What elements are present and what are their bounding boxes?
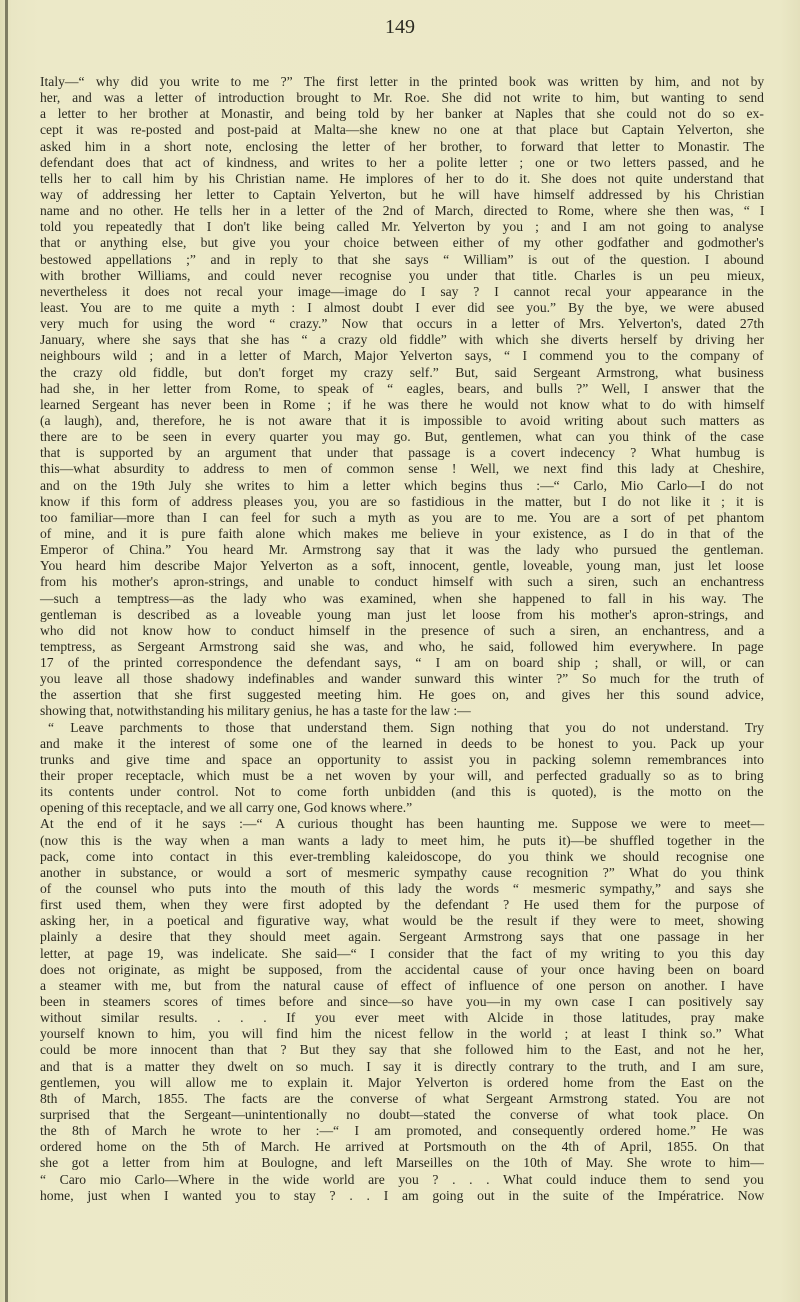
- text-line: too familiar—more than I can feel for such a myth as you are to me. You are a sort of pet phantom: [40, 509, 765, 525]
- text-line: plainly a desire that they should meet again. Sergeant Armstrong says that one passage in her: [40, 929, 764, 945]
- text-line: You heard him describe Major Yelverton as a soft, innocent, gentle, loveable, young man, just let loose: [40, 558, 764, 574]
- text-line: January, where she says that she has “ a crazy old fiddle” with which she diverts herself by driving her: [40, 332, 765, 348]
- text-line: the assertion that she first suggested meeting him. He goes on, and gives her this sound advice,: [40, 687, 765, 703]
- text-line: gentlemen, you will allow me to explain it. Major Yelverton is ordered home from the East on the: [40, 1074, 764, 1090]
- text-line: nevertheless it does not recal your image—image do I say ? I cannot recal your appearance in the: [40, 283, 764, 299]
- text-line: opening of this receptacle, and we all carry one, God knows where.”: [40, 800, 413, 816]
- text-line: a steamer with me, but from the natural cause of effect of influence of one person on another. I have: [40, 977, 764, 993]
- text-line: 17 of the printed correspondence the defendant says, “ I am on board ship ; shall, or will, or can: [40, 655, 765, 671]
- text-line: neighbours wild ; and in a letter of March, Major Yelverton says, “ I commend you to the company of: [40, 348, 764, 364]
- body-text: [40, 74, 764, 1204]
- text-line: letter, at page 19, was indelicate. She said—“ I consider that the fact of my writing to you this day: [40, 945, 765, 961]
- text-line: been in steamers scores of times before and since—so have you—in my own case I can positively say: [40, 994, 764, 1010]
- text-line: the 8th of March he wrote to her :—“ I am promoted, and consequently ordered home.” He was: [40, 1123, 764, 1139]
- text-line: (a laugh), and, therefore, he is not aware that it is impossible to avoid writing about such matters as: [40, 412, 765, 428]
- text-line: their proper receptacle, which must be a net woven by your will, and perfected gradually so as to bring: [40, 768, 764, 784]
- text-line: Emperor of China.” You heard Mr. Armstrong say that it was the lady who pursued the gentleman.: [40, 542, 764, 558]
- text-line: the crazy old fiddle, but don't forget my crazy self.” But, said Sergeant Armstrong, what business: [40, 364, 764, 380]
- text-line: cept it was re-posted and post-paid at Malta—she knew no one at that place but Captain Yelverton, she: [40, 122, 765, 138]
- text-line: asking her, in a poetical and figurative way, what would be the result if they were to meet, showing: [40, 913, 764, 929]
- text-line: “ Leave parchments to those that understand them. Sign nothing that you do not understand. Try: [48, 719, 764, 735]
- text-line: this—what absurdity to address to men of common sense ! Well, we next find this lady at Cheshire,: [40, 461, 765, 477]
- text-line: had she, in her letter from Rome, to speak of “ eagles, bears, and bulls ?” Well, I answer that the: [40, 380, 765, 396]
- text-line: learned Sergeant has never been in Rome ; if he was there he would not know what to do with himself: [40, 396, 765, 412]
- page-number: 149: [385, 16, 415, 38]
- text-line: of mine, and it is pure faith alone which makes me believe in your existence, as I do in that of the: [40, 525, 764, 541]
- text-line: pack, come into contact in this ever-trembling kaleidoscope, do you think we should recognise one: [40, 848, 765, 864]
- text-line: you leave all those shadowy indefinables and wander sunward this winter ?” So much for the truth of: [40, 671, 765, 687]
- text-line: tells her to call him by his Christian name. He implores of her to do it. She does not quite understand that: [40, 170, 764, 186]
- text-line: from his mother's apron-strings, and unable to conduct himself with such a siren, such an enchantress: [40, 574, 764, 590]
- text-line: and make it the interest of some one of the learned in deeds to be honest to you. Pack up your: [40, 735, 764, 751]
- text-line: name and no other. He tells her in a letter of the 2nd of March, directed to Rome, where she then was, “ I: [40, 203, 765, 219]
- text-line: told you repeatedly that I don't like being called Mr. Yelverton by you ; and I am not going to analyse: [40, 219, 764, 235]
- text-line: could be more innocent than that ? But they say that she followed him to the East, and not he her,: [40, 1042, 764, 1058]
- text-line: without similar results. . . . If you ever meet with Alcide in those latitudes, pray make: [40, 1010, 764, 1026]
- text-line: trunks and give time and space an opportunity to assist you in packing solemn remembrances into: [40, 751, 764, 767]
- text-line: her, and was a letter of introduction brought to Mr. Roe. She did not write to him, but wanting to send: [40, 90, 764, 106]
- text-line: very much for using the word “ crazy.” Now that occurs in a letter of Mrs. Yelverton's, dated 27th: [40, 316, 765, 332]
- text-line: first used them, when they were first adopted by the defendant ? He used them for the purpose of: [40, 897, 765, 913]
- text-line: surprised that the Sergeant—unintentionally no doubt—stated the converse of what took place. On: [40, 1107, 765, 1122]
- text-line: (now this is the way when a man wants a lady to meet him, he puts it)—be shuffled together in the: [40, 832, 765, 848]
- text-line: with brother Williams, and could never recognise you under that title. Charles is un peu mieux,: [40, 267, 765, 283]
- text-line: temptress, as Sergeant Armstrong said she was, and who, he said, followed him everywhere. In page: [40, 638, 764, 654]
- text-line: who did not know how to conduct himself in the presence of such a siren, an enchantress, and a: [40, 622, 765, 638]
- text-line: way of addressing her letter to Captain Yelverton, but he will have himself addressed by his Christian: [40, 186, 765, 202]
- text-line: gentleman is described as a loveable young man just let loose from his mother's apron-strings, and: [40, 606, 764, 622]
- text-line: ordered home on the 5th of March. He arrived at Portsmouth on the 4th of April, 1855. On that: [40, 1139, 765, 1155]
- text-line: —such a temptress—as the lady who was examined, when she happened to fall in his way. The: [40, 590, 764, 606]
- text-line: “ Caro mio Carlo—Where in the wide world are you ? . . . What could induce them to send you: [40, 1171, 764, 1187]
- text-line: know if this form of address pleases you, you are so fastidious in the matter, but I do not like it ; it is: [40, 493, 764, 509]
- text-line: she got a letter from him at Boulogne, and left Marseilles on the 10th of May. She wrote to him—: [40, 1155, 764, 1171]
- text-line: and that is a matter they dwelt on so much. I say it is directly contrary to the truth, and I am sure,: [40, 1058, 764, 1074]
- text-line: 8th of March, 1855. The facts are the converse of what Sergeant Armstrong stated. You are not: [40, 1090, 765, 1106]
- text-line: asked him in a short note, enclosing the letter of her brother, to forward that letter to Monastir. The: [40, 138, 765, 154]
- page-spine-edge: [5, 0, 8, 1302]
- text-line: another in substance, or would a sort of mesmeric sympathy cause recognition ?” What do you think: [40, 864, 764, 880]
- text-line: of the counsel who puts into the mouth of this lady the words “ mesmeric sympathy,” and says she: [40, 881, 764, 897]
- text-line: bestowed appellations ;” and in reply to that she says “ William” is out of the question. I abound: [40, 251, 764, 267]
- text-line: showing that, notwithstanding his military genius, he has a taste for the law :—: [40, 703, 471, 719]
- text-line: and on the 19th July she writes to him a letter which begins thus :—“ Carlo, Mio Carlo—I do not: [40, 477, 764, 493]
- text-line: defendant does that act of kindness, and writes to her a polite letter ; one or two letters passed, and he: [40, 154, 765, 170]
- text-line: there are to be seen in every quarter you may go. But, gentlemen, what can you think of the case: [40, 429, 764, 445]
- text-line: its contents under control. Not to come forth unbidden (and this is quoted), is the motto on the: [40, 784, 764, 800]
- text-line: At the end of it he says :—“ A curious thought has been haunting me. Suppose we were to meet—: [40, 816, 765, 832]
- text-line: yourself known to him, you will find him the nicest fellow in the world ; at least I think so.” What: [40, 1026, 764, 1042]
- text-line: that or anything else, but give you your choice between either of my other godfather and godmother's: [40, 235, 764, 251]
- text-line: least. You are to me quite a myth : I almost doubt I ever did see you.” By the bye, we were abused: [40, 299, 765, 315]
- text-line: that is supported by an argument that under that passage is a covert indecency ? What humbug is: [40, 445, 765, 461]
- text-line: Italy—“ why did you write to me ?” The first letter in the printed book was written by him, and not by: [40, 74, 765, 89]
- text-line: a letter to her brother at Monastir, and being told by her banker at Naples that she could not do so ex-: [40, 106, 764, 122]
- text-line: does not originate, as might be supposed, from the accidental cause of your once having been on board: [40, 961, 765, 977]
- text-line: home, just when I wanted you to stay ? . . I am going out in the suite of the Impératrice. Now: [40, 1187, 765, 1203]
